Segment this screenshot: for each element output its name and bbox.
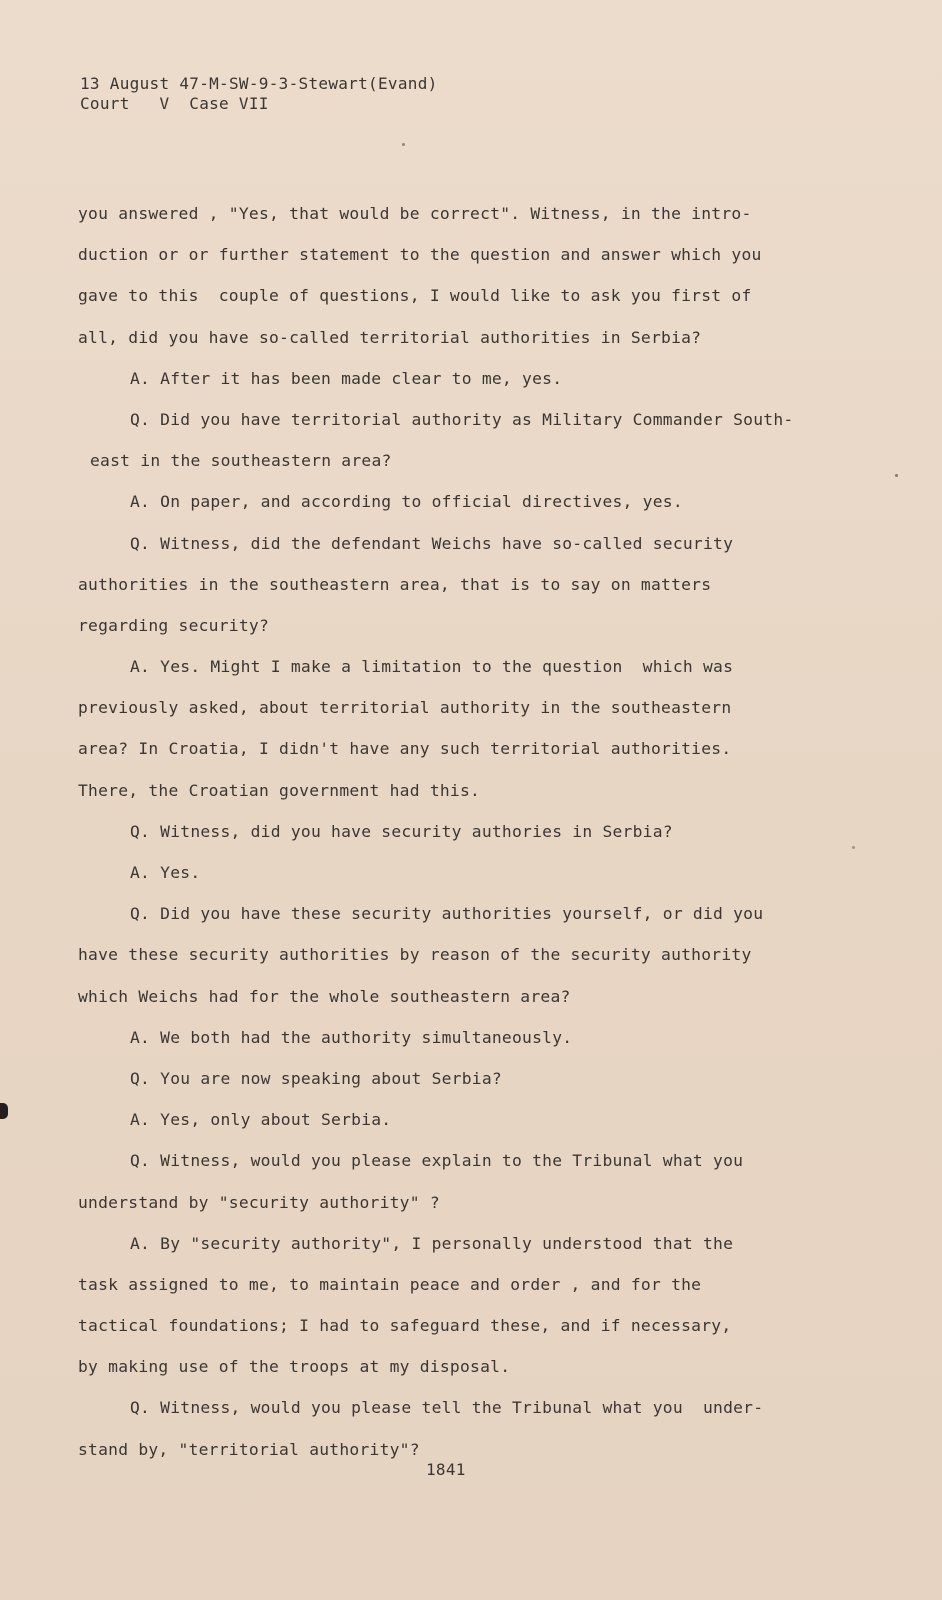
transcript-line: There, the Croatian government had this. bbox=[78, 780, 481, 800]
transcript-line: all, did you have so-called territorial authorities in Serbia? bbox=[78, 327, 702, 347]
transcript-line: previously asked, about territorial authority in the southeastern bbox=[78, 698, 732, 718]
answer-line: A. After it has been made clear to me, yes. bbox=[130, 368, 563, 388]
transcript-line: authorities in the southeastern area, that is to say on matters bbox=[78, 574, 712, 594]
binding-hole-mark bbox=[0, 1103, 8, 1119]
transcript-line: understand by "security authority" ? bbox=[78, 1192, 440, 1212]
transcript-line: gave to this couple of questions, I would like to ask you first of bbox=[78, 286, 752, 306]
transcript-body bbox=[78, 193, 828, 1470]
transcript-line: duction or or further statement to the question and answer which you bbox=[78, 245, 762, 265]
answer-line: A. We both had the authority simultaneously. bbox=[130, 1027, 573, 1047]
transcript-line: regarding security? bbox=[78, 615, 269, 635]
question-line: Q. Witness, did the defendant Weichs have so-called security bbox=[130, 533, 734, 553]
question-line: Q. You are now speaking about Serbia? bbox=[130, 1068, 502, 1088]
header-court-line: Court V Case VII bbox=[80, 94, 269, 113]
paper-speck bbox=[852, 846, 855, 849]
answer-line: A. By "security authority", I personally understood that the bbox=[130, 1233, 734, 1253]
transcript-line: east in the southeastern area? bbox=[90, 451, 392, 471]
question-line: Q. Witness, did you have security authories in Serbia? bbox=[130, 821, 673, 841]
transcript-line: stand by, "territorial authority"? bbox=[78, 1439, 420, 1459]
answer-line: A. On paper, and according to official directives, yes. bbox=[130, 492, 683, 512]
transcript-line: tactical foundations; I had to safeguard these, and if necessary, bbox=[78, 1316, 732, 1336]
transcript-line: you answered , "Yes, that would be correct". Witness, in the intro- bbox=[78, 204, 752, 223]
question-line: Q. Did you have territorial authority as Military Commander South- bbox=[130, 409, 794, 429]
transcript-line: have these security authorities by reason of the security authority bbox=[78, 945, 752, 965]
transcript-line: by making use of the troops at my disposal. bbox=[78, 1357, 511, 1377]
transcript-line: which Weichs had for the whole southeastern area? bbox=[78, 986, 571, 1006]
answer-line: A. Yes. bbox=[130, 863, 201, 882]
paper-speck bbox=[895, 474, 898, 477]
question-line: Q. Witness, would you please tell the Tribunal what you under- bbox=[130, 1398, 764, 1418]
answer-line: A. Yes. Might I make a limitation to the question which was bbox=[130, 657, 734, 677]
question-line: Q. Witness, would you please explain to the Tribunal what you bbox=[130, 1151, 744, 1171]
header-date-line: 13 August 47-M-SW-9-3-Stewart(Evand) bbox=[80, 74, 438, 93]
transcript-line: task assigned to me, to maintain peace and order , and for the bbox=[78, 1274, 702, 1294]
page-number: 1841 bbox=[426, 1460, 466, 1479]
transcript-line: area? In Croatia, I didn't have any such territorial authorities. bbox=[78, 739, 732, 759]
paper-speck bbox=[402, 143, 405, 146]
question-line: Q. Did you have these security authorities yourself, or did you bbox=[130, 904, 764, 924]
page-header bbox=[80, 74, 438, 114]
answer-line: A. Yes, only about Serbia. bbox=[130, 1110, 392, 1130]
